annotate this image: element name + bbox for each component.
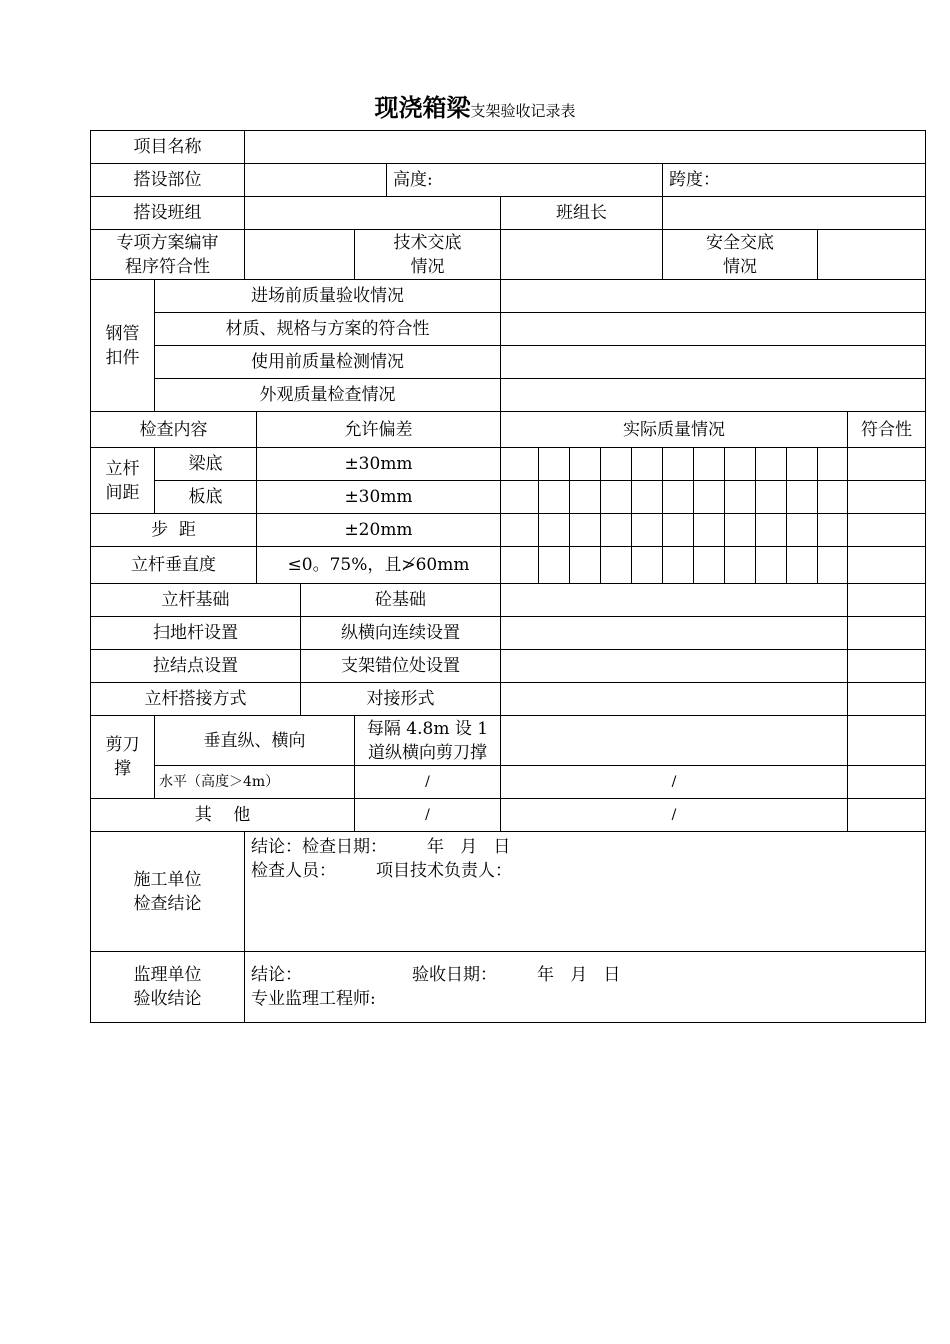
- brace-vertical-actual[interactable]: [501, 716, 848, 766]
- span-field[interactable]: 跨度：: [663, 164, 926, 197]
- construction-conclusion-field[interactable]: [245, 832, 926, 952]
- conform-cell[interactable]: [848, 514, 926, 547]
- row-supervision-conclusion: [91, 952, 926, 1023]
- measure-cell[interactable]: [570, 547, 601, 584]
- team-leader-label: 班组长: [501, 197, 663, 230]
- measure-cell[interactable]: [818, 448, 848, 481]
- conform-cell[interactable]: [848, 650, 926, 683]
- acceptance-date-ymd: 年 月 日: [537, 965, 621, 985]
- supervision-engineer-label: 专业监理工程师:: [251, 989, 376, 1009]
- measure-cell[interactable]: [818, 514, 848, 547]
- conform-cell[interactable]: [848, 547, 926, 584]
- steel-item-value[interactable]: [501, 280, 926, 313]
- measure-cell[interactable]: [601, 514, 632, 547]
- safety-briefing-label: 安全交底 情况: [663, 230, 818, 280]
- row-splice: [91, 683, 926, 716]
- row-other: [91, 799, 926, 832]
- row-slab-bottom: [91, 481, 926, 514]
- setup-team-value[interactable]: [245, 197, 501, 230]
- measure-cell[interactable]: [787, 481, 818, 514]
- project-name-label: 项目名称: [91, 131, 245, 164]
- setup-location-value[interactable]: [245, 164, 387, 197]
- setup-location-label: 搭设部位: [91, 164, 245, 197]
- conform-cell[interactable]: [848, 766, 926, 799]
- other-label: 其 他: [91, 799, 355, 832]
- row-project-name: [91, 131, 926, 164]
- steel-item-label: 材质、规格与方案的符合性: [155, 313, 501, 346]
- measure-cell[interactable]: [632, 448, 663, 481]
- construction-unit-label: 施工单位 检查结论: [91, 832, 245, 952]
- scissor-brace-label: 剪刀 撑: [91, 716, 155, 799]
- step-tolerance: ±20mm: [257, 514, 501, 547]
- measure-cell[interactable]: [787, 547, 818, 584]
- measure-cell[interactable]: [818, 481, 848, 514]
- setup-team-label: 搭设班组: [91, 197, 245, 230]
- measure-cell[interactable]: [601, 448, 632, 481]
- steel-fastener-label: 钢管 扣件: [91, 280, 155, 412]
- measure-cell[interactable]: [663, 547, 694, 584]
- tie-point-label: 拉结点设置: [91, 650, 301, 683]
- measure-cell[interactable]: [632, 547, 663, 584]
- row-tie: [91, 650, 926, 683]
- brace-vertical-value: 每隔 4.8m 设 1 道纵横向剪刀撑: [355, 716, 501, 766]
- supervision-unit-label: 监理单位 验收结论: [91, 952, 245, 1023]
- steel-item-value[interactable]: [501, 379, 926, 412]
- construction-date-ymd: 年 月 日: [427, 837, 511, 857]
- steel-item-value[interactable]: [501, 346, 926, 379]
- beam-bottom-label: 梁底: [155, 448, 257, 481]
- plan-compliance-value[interactable]: [245, 230, 355, 280]
- measure-cell[interactable]: [501, 448, 539, 481]
- supervision-conclusion-field[interactable]: [245, 952, 926, 1023]
- measure-cell[interactable]: [539, 481, 570, 514]
- brace-vertical-label: 垂直纵、横向: [155, 716, 355, 766]
- slab-bottom-tolerance: ±30mm: [257, 481, 501, 514]
- other-actual: /: [501, 799, 848, 832]
- conform-cell[interactable]: [848, 716, 926, 766]
- row-sweep: [91, 617, 926, 650]
- row-steel-1: [91, 280, 926, 313]
- measure-cell[interactable]: [632, 514, 663, 547]
- row-setup-location: [91, 164, 926, 197]
- conform-cell[interactable]: [848, 481, 926, 514]
- document-title: [0, 88, 950, 123]
- measure-cell[interactable]: [725, 448, 756, 481]
- steel-item-label: 进场前质量验收情况: [155, 280, 501, 313]
- safety-briefing-value[interactable]: [818, 230, 926, 280]
- header-actual: 实际质量情况: [501, 412, 848, 448]
- measure-cell[interactable]: [539, 514, 570, 547]
- conform-cell[interactable]: [848, 799, 926, 832]
- pole-spacing-label: 立杆 间距: [91, 448, 155, 514]
- measure-cell[interactable]: [601, 481, 632, 514]
- inspector-label: 检查人员：: [251, 861, 336, 881]
- measure-cell[interactable]: [756, 514, 787, 547]
- measure-cell[interactable]: [570, 481, 601, 514]
- splice-value: 对接形式: [301, 683, 501, 716]
- measure-cell[interactable]: [663, 448, 694, 481]
- conform-cell[interactable]: [848, 448, 926, 481]
- measure-cell[interactable]: [787, 514, 818, 547]
- row-setup-team: [91, 197, 926, 230]
- tie-point-value: 支架错位处设置: [301, 650, 501, 683]
- row-header: [91, 412, 926, 448]
- row-vertical: [91, 547, 926, 584]
- measure-cell[interactable]: [601, 547, 632, 584]
- plan-compliance-label: 专项方案编审 程序符合性: [91, 230, 245, 280]
- measure-cell[interactable]: [694, 547, 725, 584]
- measure-cell[interactable]: [663, 481, 694, 514]
- tech-briefing-label: 技术交底 情况: [355, 230, 501, 280]
- step-label: 步 距: [91, 514, 257, 547]
- header-content: 检查内容: [91, 412, 257, 448]
- steel-item-label: 使用前质量检测情况: [155, 346, 501, 379]
- project-name-value[interactable]: [245, 131, 926, 164]
- brace-horizontal-tolerance: /: [355, 766, 501, 799]
- foundation-value: 砼基础: [301, 584, 501, 617]
- measure-cell[interactable]: [725, 547, 756, 584]
- foundation-label: 立杆基础: [91, 584, 301, 617]
- slab-bottom-label: 板底: [155, 481, 257, 514]
- header-tolerance: 允许偏差: [257, 412, 501, 448]
- verticality-tolerance: ≤0。75%，且≯60mm: [257, 547, 501, 584]
- title-main: 现浇箱梁: [374, 94, 471, 122]
- other-tolerance: /: [355, 799, 501, 832]
- acceptance-date-label: 验收日期：: [412, 965, 497, 985]
- brace-horizontal-actual: /: [501, 766, 848, 799]
- measure-cell[interactable]: [818, 547, 848, 584]
- conform-cell[interactable]: [848, 683, 926, 716]
- header-conform: 符合性: [848, 412, 926, 448]
- sweep-rod-label: 扫地杆设置: [91, 617, 301, 650]
- title-sub: 支架验收记录表: [470, 102, 576, 120]
- measure-cell[interactable]: [539, 547, 570, 584]
- conform-cell[interactable]: [848, 617, 926, 650]
- verticality-label: 立杆垂直度: [91, 547, 257, 584]
- measure-cell[interactable]: [501, 547, 539, 584]
- brace-horizontal-label: 水平（高度＞4m）: [155, 766, 355, 799]
- measure-cell[interactable]: [501, 514, 539, 547]
- tie-point-actual[interactable]: [501, 650, 848, 683]
- team-leader-value[interactable]: [663, 197, 926, 230]
- measure-cell[interactable]: [694, 514, 725, 547]
- row-brace-horizontal: [91, 766, 926, 799]
- row-beam-bottom: [91, 448, 926, 481]
- height-field[interactable]: 高度:: [387, 164, 663, 197]
- row-brace-vertical: [91, 716, 926, 766]
- measure-cell[interactable]: [632, 481, 663, 514]
- measure-cell[interactable]: [501, 481, 539, 514]
- measure-cell[interactable]: [725, 481, 756, 514]
- measure-cell[interactable]: [756, 448, 787, 481]
- sweep-rod-value: 纵横向连续设置: [301, 617, 501, 650]
- tech-lead-label: 项目技术负责人：: [376, 861, 512, 881]
- row-plan: [91, 230, 926, 280]
- measure-cell[interactable]: [570, 514, 601, 547]
- steel-item-label: 外观质量检查情况: [155, 379, 501, 412]
- inspection-form: [90, 130, 926, 1023]
- sweep-rod-actual[interactable]: [501, 617, 848, 650]
- measure-cell[interactable]: [694, 448, 725, 481]
- splice-actual[interactable]: [501, 683, 848, 716]
- conform-cell[interactable]: [848, 584, 926, 617]
- splice-label: 立杆搭接方式: [91, 683, 301, 716]
- row-steel-3: [91, 346, 926, 379]
- tech-briefing-value[interactable]: [501, 230, 663, 280]
- measure-cell[interactable]: [663, 514, 694, 547]
- measure-cell[interactable]: [756, 547, 787, 584]
- supervision-conclusion-label: 结论：: [251, 965, 302, 985]
- row-step: [91, 514, 926, 547]
- measure-cell[interactable]: [787, 448, 818, 481]
- measure-cell[interactable]: [725, 514, 756, 547]
- foundation-actual[interactable]: [501, 584, 848, 617]
- measure-cell[interactable]: [570, 448, 601, 481]
- row-steel-4: [91, 379, 926, 412]
- beam-bottom-tolerance: ±30mm: [257, 448, 501, 481]
- measure-cell[interactable]: [694, 481, 725, 514]
- row-foundation: [91, 584, 926, 617]
- measure-cell[interactable]: [539, 448, 570, 481]
- row-steel-2: [91, 313, 926, 346]
- construction-conclusion-label: 结论：检查日期：: [251, 837, 387, 857]
- row-construction-conclusion: [91, 832, 926, 952]
- steel-item-value[interactable]: [501, 313, 926, 346]
- measure-cell[interactable]: [756, 481, 787, 514]
